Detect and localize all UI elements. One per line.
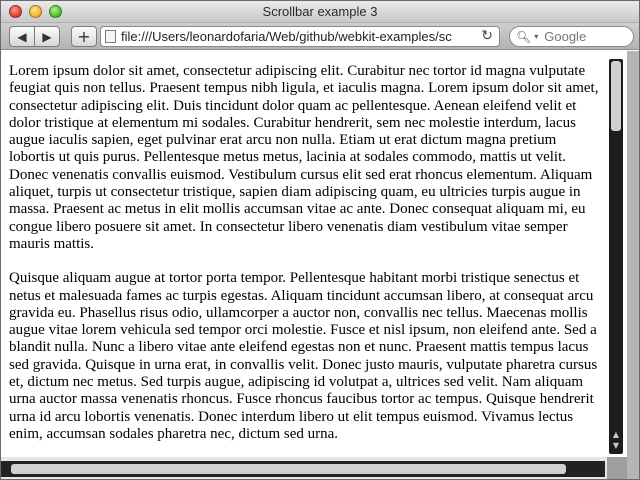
url-text[interactable]: file:///Users/leonardofaria/Web/github/webkit-examples/sc (121, 29, 452, 44)
page-content (1, 51, 607, 457)
paragraph: Quisque aliquam augue at tortor porta tempor. Pellentesque habitant morbi tristique senectus et netus et malesuada fames ac turpis egestas. Aliquam tincidunt accumsan libero, at consequat arcu gravida eu. Phasellus risus odio, ullamcorper a auctor non, convallis nec tellus. Maecenas mollis augue vitae lorem vehicula sed tempor orci molestie. Fusce et nisl ipsum, non eleifend ante. Sed a blandit nulla. Nunc a libero vitae ante eleifend egestas non et nunc. Praesent mattis tempus lacus sed gravida. Quisque in urna erat, in convallis velit. Donec justo mauris, vulputate pharetra cursus et, dictum nec metus. Sed turpis augue, adipiscing id volutpat a, ultrices sed velit. Nam aliquam urna auctor massa venenatis rhoncus. Fusce rhoncus faucibus tortor ac tempus. Quisque hendrerit urna id arcu lobortis venenatis. Donec interdum libero ut elit tempus euismod. Vivamus lectus enim, accumsan sodales pharetra nec, dictum sed urna. (9, 270, 598, 442)
address-bar[interactable] (100, 26, 500, 47)
plus-icon: + (77, 27, 91, 46)
scroll-corner (607, 457, 627, 480)
vertical-scroll-track[interactable] (609, 59, 623, 454)
back-arrow-icon: ◀ (17, 29, 27, 44)
page-icon (105, 30, 116, 43)
horizontal-scroll-thumb[interactable] (11, 464, 566, 474)
horizontal-scroll-track[interactable] (1, 461, 605, 477)
back-button[interactable] (9, 26, 35, 47)
horizontal-scrollbar[interactable] (1, 457, 627, 480)
add-bookmark-button[interactable] (71, 26, 97, 47)
vertical-scroll-thumb[interactable] (611, 61, 621, 131)
scroll-down-arrow-icon[interactable]: ▼ (612, 441, 620, 450)
scroll-up-arrow-icon[interactable]: ▲ (612, 430, 620, 439)
search-input[interactable] (544, 29, 624, 44)
window-edge (627, 51, 640, 480)
search-menu-caret-icon[interactable]: ▾ (534, 32, 539, 41)
browser-toolbar (1, 23, 639, 50)
title-bar (1, 1, 639, 23)
window-title: Scrollbar example 3 (262, 4, 378, 19)
forward-arrow-icon: ▶ (42, 29, 52, 44)
search-field[interactable] (509, 26, 634, 47)
vertical-scrollbar[interactable] (607, 51, 627, 457)
forward-button[interactable] (34, 26, 60, 47)
paragraph: Lorem ipsum dolor sit amet, consectetur adipiscing elit. Curabitur nec tortor id magna vulputate feugiat quis non tellus. Praesent tempus nibh ligula, et iaculis magna. Lorem ipsum dolor sit amet, consectetur adipiscing elit. Duis tincidunt dolor quam ac pellentesque. Aenean eleifend velit et dolor tristique at elementum mi sodales. Curabitur hendrerit, sem nec molestie interdum, lacus augue iaculis sapien, eget pulvinar erat arcu non nulla. Etiam ut erat dictum magna pretium lobortis ut quis purus. Pellentesque metus metus, lacinia at sodales commodo, mattis ut velit. Donec venenatis convallis euismod. Vestibulum cursus elit sed erat rhoncus elementum. Aliquam aliquet, turpis ut consectetur tristique, sapien diam adipiscing quam, eu ultricies turpis augue in massa. Praesent ac metus in elit mollis accumsan vitae ac ante. Donec consequat aliquam mi, eu congue libero posuere sit amet. In consectetur libero venenatis diam vestibulum vitae semper mauris mattis. (9, 63, 599, 252)
reload-icon[interactable]: ↻ (481, 28, 493, 44)
search-icon: 🔍︎ (516, 29, 532, 44)
